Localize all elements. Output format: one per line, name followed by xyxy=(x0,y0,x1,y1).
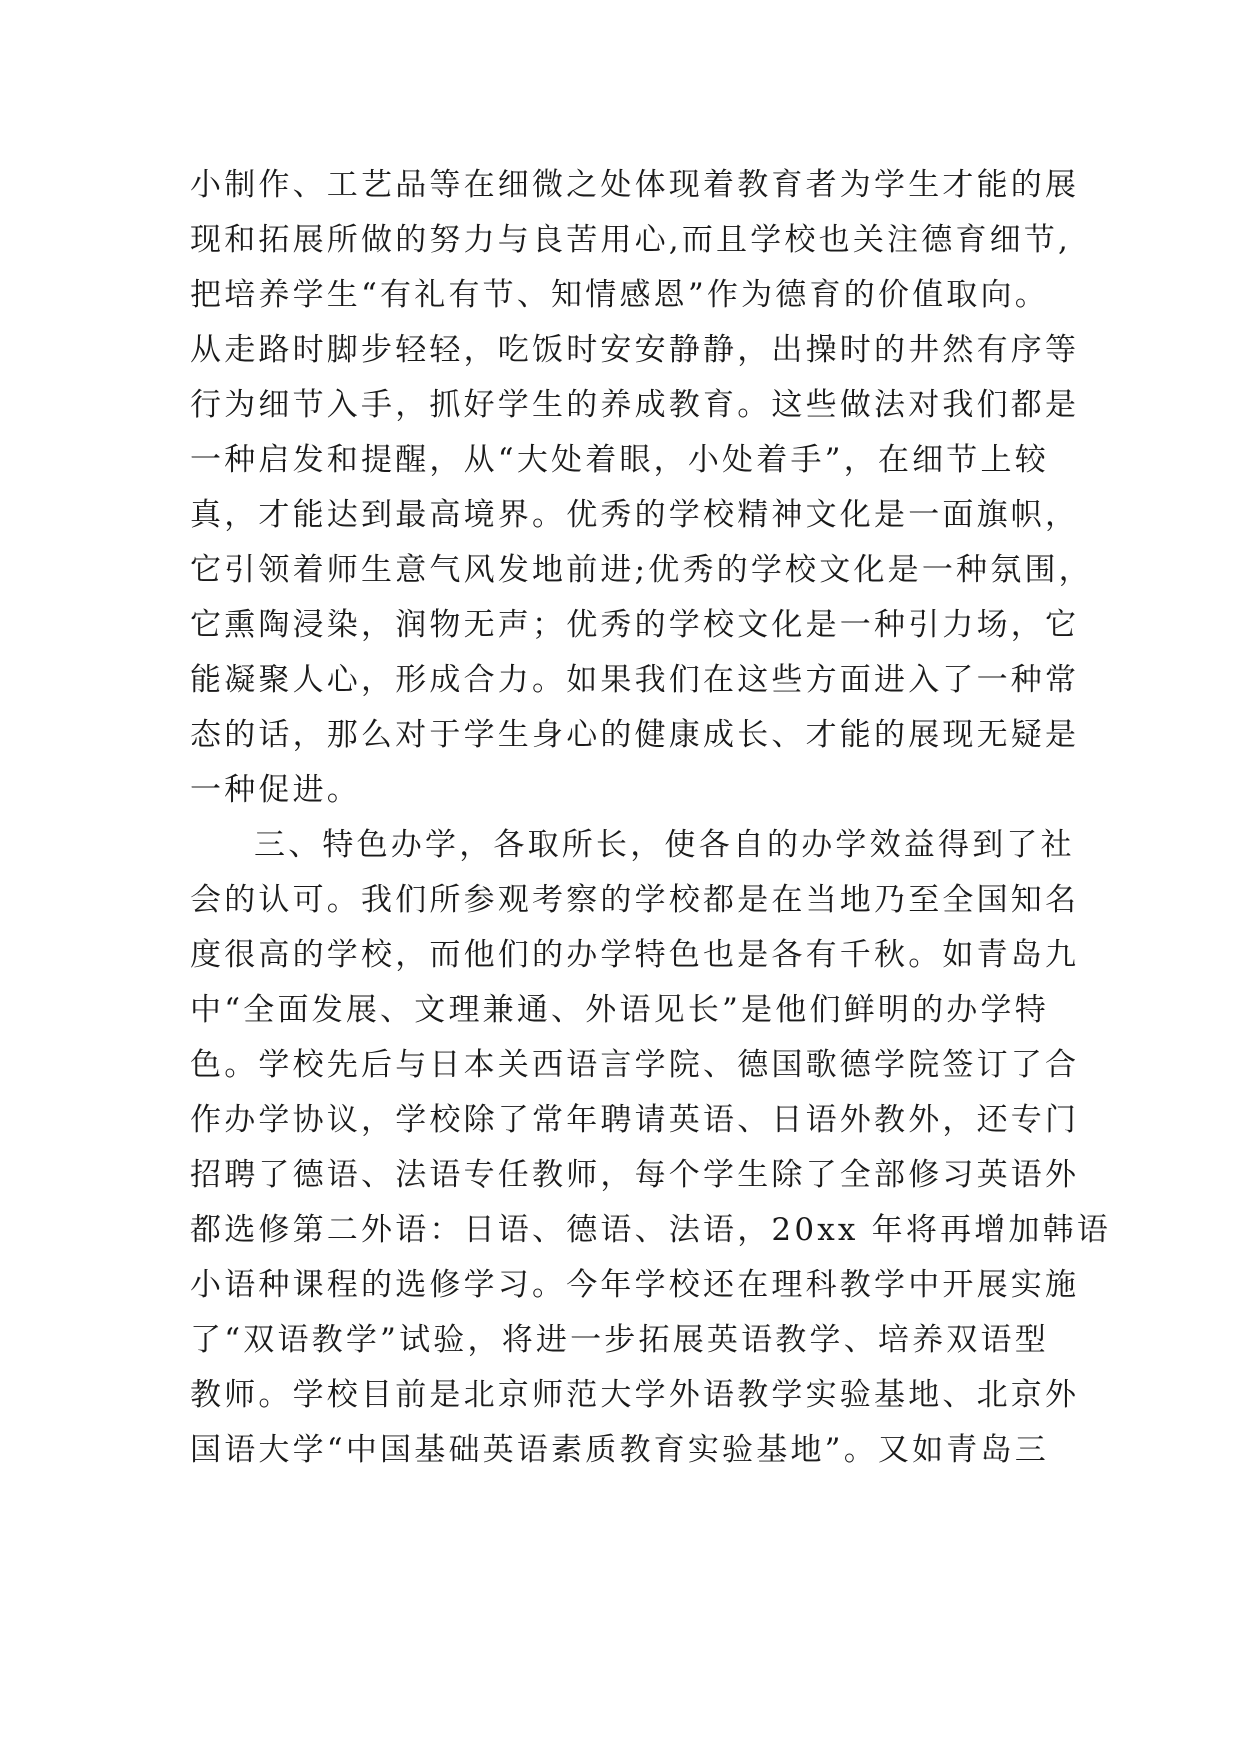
text-line: 行为细节入手，抓好学生的养成教育。这些做法对我们都是 xyxy=(190,387,1080,423)
text-line: 会的认可。我们所参观考察的学校都是在当地乃至全国知名 xyxy=(190,882,1080,918)
text-line: 色。学校先后与日本关西语言学院、德国歌德学院签订了合 xyxy=(190,1047,1080,1083)
text-line: 一种启发和提醒，从“大处着眼，小处着手”，在细节上较 xyxy=(190,442,1049,478)
text-line: 中“全面发展、文理兼通、外语见长”是他们鲜明的办学特 xyxy=(190,992,1049,1028)
text-line: 一种促进。 xyxy=(190,772,361,808)
text-line: 作办学协议，学校除了常年聘请英语、日语外教外，还专门 xyxy=(190,1102,1080,1138)
text-line: 态的话，那么对于学生身心的健康成长、才能的展现无疑是 xyxy=(190,717,1080,753)
text-line: 它引领着师生意气风发地前进;优秀的学校文化是一种氛围， xyxy=(190,552,1093,588)
text-line: 现和拓展所做的努力与良苦用心,而且学校也关注德育细节, xyxy=(190,222,1072,258)
text-line: 小语种课程的选修学习。今年学校还在理科教学中开展实施 xyxy=(190,1267,1080,1303)
text-line: 小制作、工艺品等在细微之处体现着教育者为学生才能的展 xyxy=(190,167,1080,203)
text-line: 能凝聚人心，形成合力。如果我们在这些方面进入了一种常 xyxy=(190,662,1080,698)
text-line: 招聘了德语、法语专任教师，每个学生除了全部修习英语外 xyxy=(190,1157,1080,1193)
text-line: 国语大学“中国基础英语素质教育实验基地”。又如青岛三 xyxy=(190,1432,1049,1468)
section-heading-line: 三、特色办学，各取所长，使各自的办学效益得到了社 xyxy=(254,827,1075,863)
text-line: 度很高的学校，而他们的办学特色也是各有千秋。如青岛九 xyxy=(190,937,1080,973)
body-text xyxy=(190,158,1112,1478)
text-line: 从走路时脚步轻轻，吃饭时安安静静，出操时的井然有序等 xyxy=(190,332,1080,368)
text-line: 它熏陶浸染，润物无声；优秀的学校文化是一种引力场，它 xyxy=(190,607,1080,643)
text-line: 把培养学生“有礼有节、知情感恩”作为德育的价值取向。 xyxy=(190,277,1049,313)
text-line: 教师。学校目前是北京师范大学外语教学实验基地、北京外 xyxy=(190,1377,1080,1413)
text-line: 都选修第二外语：日语、德语、法语，20xx 年将再增加韩语 xyxy=(190,1212,1112,1248)
text-line: 了“双语教学”试验，将进一步拓展英语教学、培养双语型 xyxy=(190,1322,1049,1358)
text-line: 真，才能达到最高境界。优秀的学校精神文化是一面旗帜， xyxy=(190,497,1080,533)
